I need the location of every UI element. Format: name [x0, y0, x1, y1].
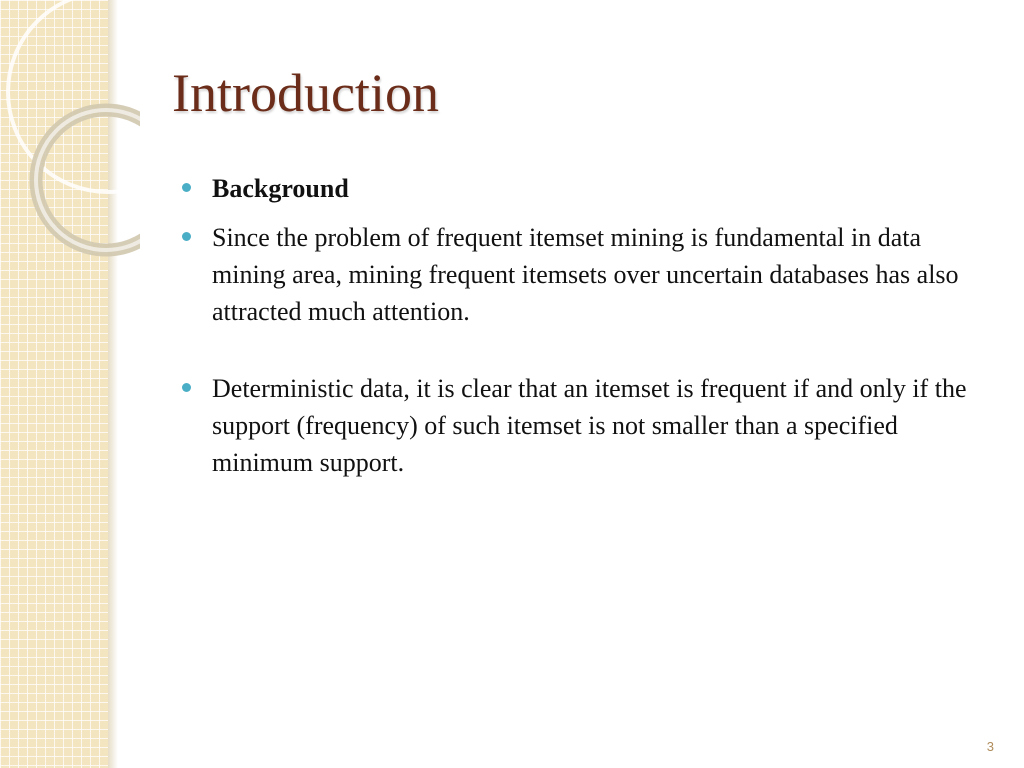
bullet-item [180, 219, 1000, 330]
bullet-dot-icon [182, 383, 191, 392]
decorative-rings-icon [0, 0, 140, 260]
bullet-text: Deterministic data, it is clear that an itemset is frequent if and only if the support (frequency) of such itemset is not smaller than a specified minimum support. [212, 374, 967, 477]
bullet-item [180, 370, 1000, 481]
bullet-text: Background [212, 174, 349, 203]
slide-title: Introduction [172, 63, 439, 123]
bullet-list [180, 170, 1000, 481]
bullet-dot-icon [182, 183, 191, 192]
page-number: 3 [986, 739, 994, 754]
bullet-text: Since the problem of frequent itemset mining is fundamental in data mining area, mining frequent itemsets over uncertain databases has also attracted much attention. [212, 223, 959, 326]
decorative-ring-small [36, 110, 140, 250]
bullet-item [180, 170, 1000, 207]
decorative-ring-large [8, 0, 140, 192]
bullet-dot-icon [182, 232, 191, 241]
